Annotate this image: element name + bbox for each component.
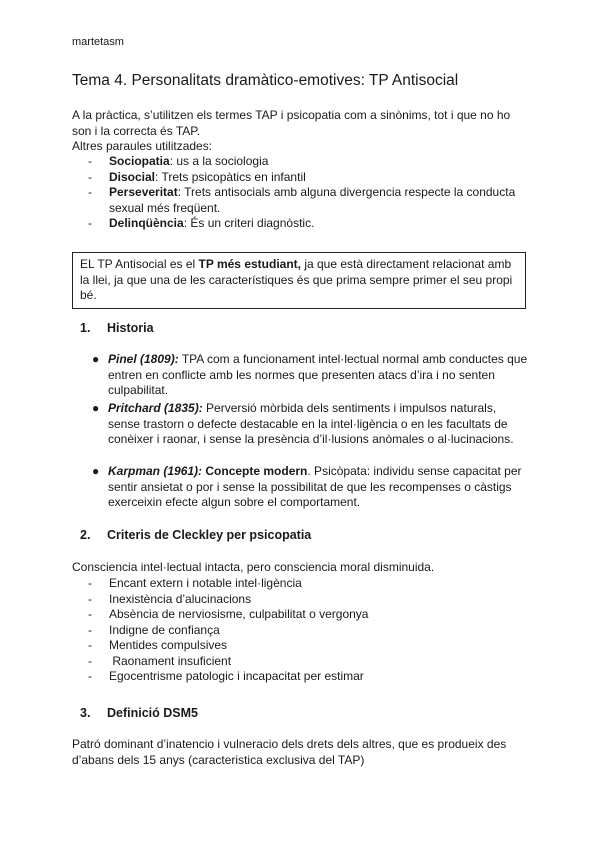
page-title: Tema 4. Personalitats dramàtico-emotives: TP Antisocial — [72, 72, 459, 89]
section-title: Criteris de Cleckley per psicopatia — [107, 528, 312, 542]
term-desc: : us a la sociologia — [169, 154, 269, 168]
cleckley-intro: Consciencia intel·lectual intacta, pero consciencia moral disminuida. — [72, 560, 435, 574]
list-item — [88, 185, 528, 216]
history-item-karpman — [92, 464, 528, 511]
history-text: Perversió mòrbida dels sentiments i impulsos naturals, sense trastorn o defecte destacable en la intel·ligència o en les facultats de conèixer i raonar, i sense la presència d’il·lusions anòmales o al·lucinacions. — [108, 401, 514, 446]
list-item — [88, 216, 528, 232]
author-name: martetasm — [72, 36, 124, 48]
box-text-bold: TP més estudiant, — [198, 257, 301, 271]
section-heading-dsm5 — [80, 706, 198, 720]
list-item — [88, 154, 528, 170]
dsm5-paragraph: Patró dominant d’inatencio i vulneracio dels drets dels altres, que es produeix des d’abans dels 15 anys (caracteristica exclusiva del TAP) — [72, 737, 507, 767]
box-text-post: ja que està directament relacionat amb la llei, ja que una de les característiques és que prima sempre primer el seu propi bé. — [80, 257, 513, 302]
term-name: Delinqüència — [109, 216, 184, 230]
other-words-label: Altres paraules utilitzades: — [72, 139, 213, 153]
intro-text: A la pràctica, s’utilitzen els termes TAP i psicopatia com a sinònims, tot i que no ho son i la correcta és TAP. — [72, 108, 511, 138]
list-item: - Mentides compulsives — [88, 638, 528, 654]
section-number: 2. — [80, 528, 91, 542]
list-item — [88, 170, 528, 186]
section-heading-cleckley — [80, 528, 311, 542]
history-text: TPA com a funcionament intel·lectual normal amb conductes que entren en conflicte amb les normes que presenten atacs d’ira i no senten culpabilitat. — [108, 352, 528, 397]
section-title: Definició DSM5 — [107, 706, 198, 720]
term-desc: : Trets psicopàtics en infantil — [155, 169, 306, 184]
bullet-icon: ● — [92, 401, 100, 415]
bullet-icon: ● — [92, 464, 100, 478]
list-item: - Egocentrisme patologic i incapacitat per estimar — [88, 669, 528, 685]
section-heading-historia — [80, 321, 154, 335]
list-item: - Raonament insuficient — [88, 654, 528, 670]
list-item: - Indigne de confiança — [88, 623, 528, 639]
section-number: 1. — [80, 321, 91, 335]
history-item-pritchard — [92, 401, 528, 448]
history-strong: Concepte modern — [202, 464, 308, 478]
terms-list — [88, 154, 528, 232]
list-item: - Absència de nerviosisme, culpabilitat o vergonya — [88, 607, 528, 623]
section-title: Historia — [107, 321, 154, 335]
term-name: Disocial — [109, 169, 156, 184]
history-author: Pinel (1809): — [108, 352, 179, 366]
term-desc: : És un criteri diagnòstic. — [183, 216, 315, 230]
history-item-pinel — [92, 352, 528, 399]
term-name: Perseveritat — [109, 185, 178, 199]
term-desc: : Trets antisocials amb alguna divergencia respecte la conducta sexual més freqüent. — [109, 185, 516, 215]
bullet-icon: ● — [92, 352, 100, 366]
list-item: - Inexistència d’alucinacions — [88, 592, 528, 608]
box-text-pre: EL TP Antisocial es el — [80, 257, 199, 271]
history-author: Karpman (1961): — [108, 464, 203, 478]
list-item: - Encant extern i notable intel·ligència — [88, 576, 528, 592]
highlight-box — [72, 252, 526, 309]
history-author: Pritchard (1835): — [108, 401, 203, 415]
cleckley-list — [88, 576, 528, 685]
intro-paragraph — [72, 108, 528, 155]
term-name: Sociopatia — [109, 154, 170, 168]
history-text: . Psicòpata: individu sense capacitat per sentir ansietat o por i sense la possibilitat de que les recompenses o càstigs exerceixin efecte algun sobre el comportament. — [108, 464, 522, 509]
section-number: 3. — [80, 706, 91, 720]
